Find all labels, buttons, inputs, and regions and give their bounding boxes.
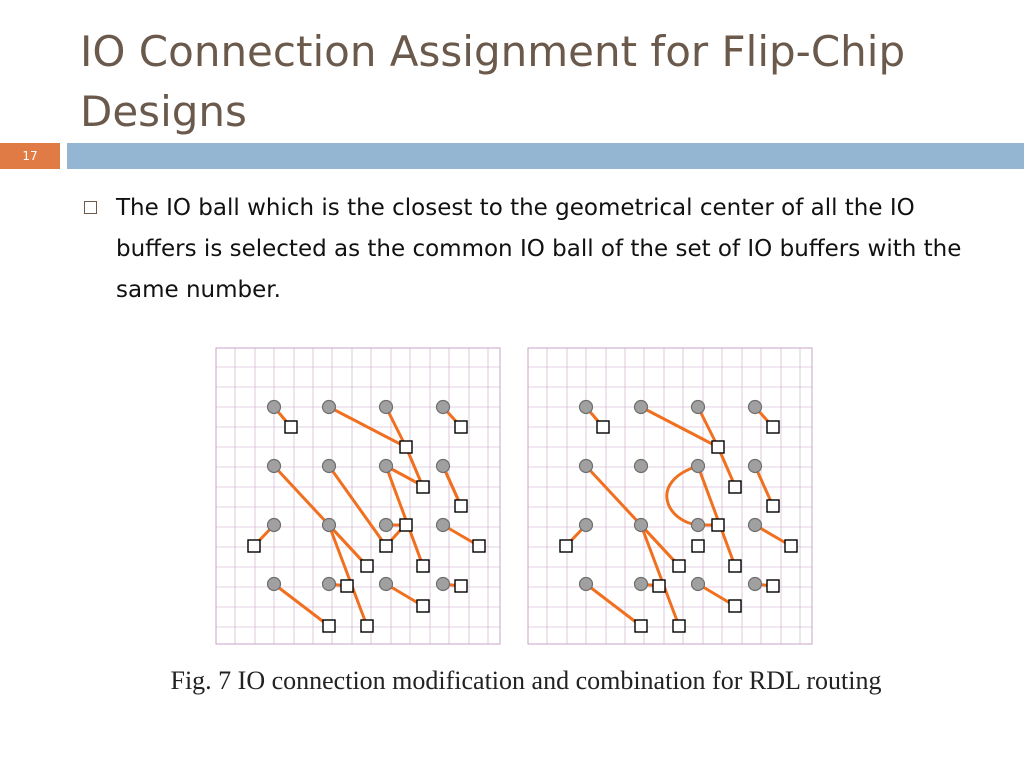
header-rule: [67, 143, 1024, 169]
bullet-square-icon: [84, 201, 97, 214]
page-title: IO Connection Assignment for Flip-Chip Designs: [80, 27, 906, 136]
diagram-left: [215, 347, 501, 645]
bullet-text: The IO ball which is the closest to the geometrical center of all the IO buffers is selected as the common IO ball of the set of IO buffers with the same number.: [116, 195, 962, 303]
slide-number-badge: 17: [0, 143, 60, 169]
figure-caption: Fig. 7 IO connection modification and combination for RDL routing: [170, 666, 882, 695]
diagram-right: [527, 347, 813, 645]
